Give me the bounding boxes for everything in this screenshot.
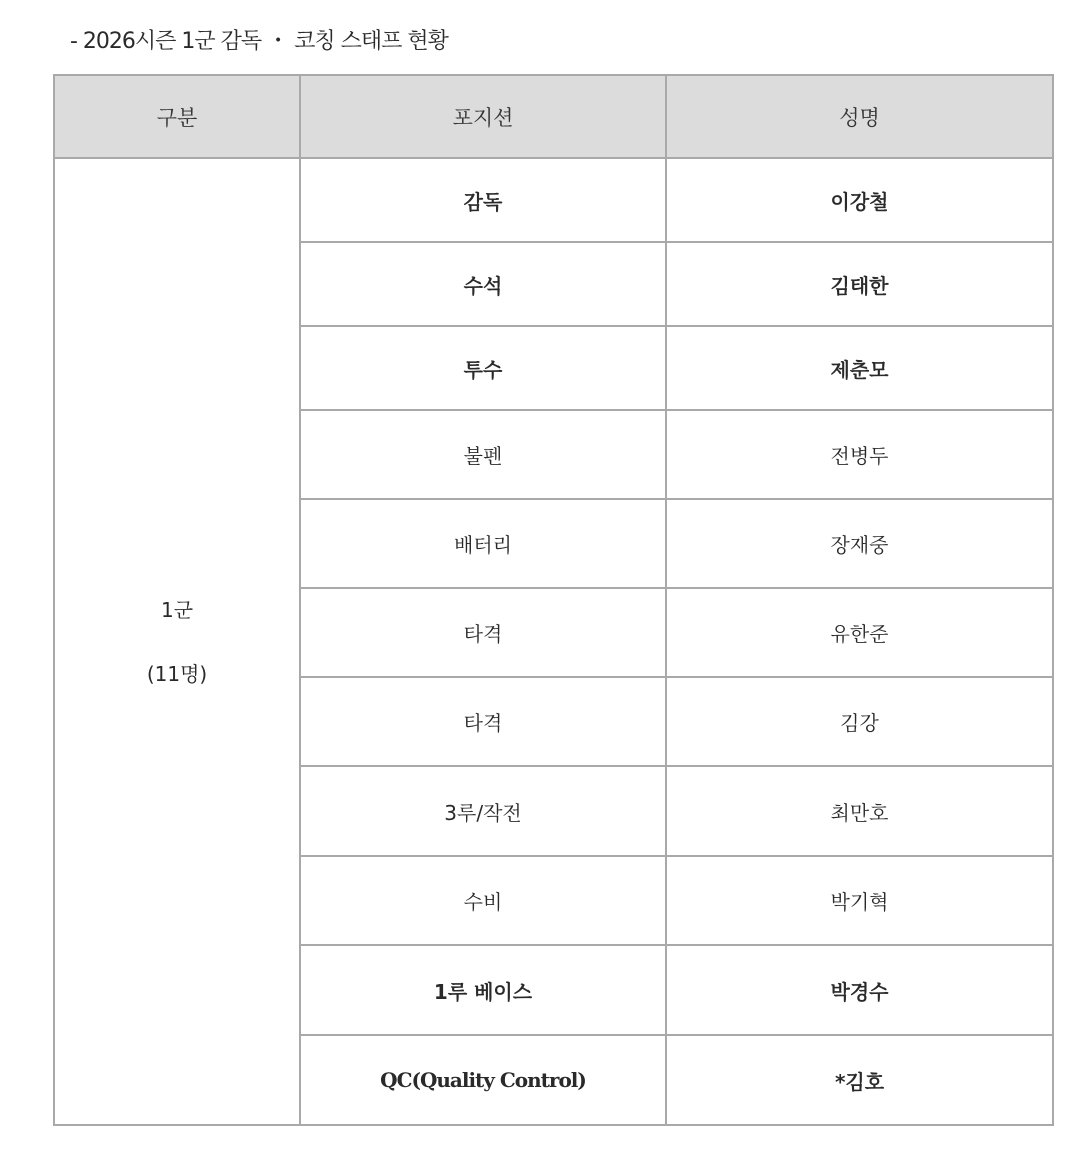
position-cell: 감독 <box>300 158 666 242</box>
name-cell: 박경수 <box>666 945 1053 1035</box>
page-title: - 2026시즌 1군 감독 ・ 코칭 스태프 현황 <box>70 29 448 54</box>
position-cell: 투수 <box>300 326 666 410</box>
header-position: 포지션 <box>300 75 666 158</box>
header-name: 성명 <box>666 75 1053 158</box>
header-category: 구분 <box>54 75 300 158</box>
group-cell <box>54 158 300 1125</box>
name-cell: 전병두 <box>666 410 1053 499</box>
name-cell: 제춘모 <box>666 326 1053 410</box>
coaching-staff-table <box>53 74 1054 1126</box>
position-cell: 수비 <box>300 856 666 945</box>
name-cell: 최만호 <box>666 766 1053 856</box>
position-cell: 1루 베이스 <box>300 945 666 1035</box>
table-row <box>54 158 1053 242</box>
group-count: (11명) <box>146 661 208 686</box>
position-cell: 불펜 <box>300 410 666 499</box>
name-cell: 김강 <box>666 677 1053 766</box>
name-cell: *김호 <box>666 1035 1053 1125</box>
name-cell: 장재중 <box>666 499 1053 588</box>
table-header-row <box>54 75 1053 158</box>
group-label: 1군 <box>160 597 194 622</box>
position-cell: 타격 <box>300 677 666 766</box>
name-cell: 이강철 <box>666 158 1053 242</box>
position-cell: 타격 <box>300 588 666 677</box>
position-cell: QC(Quality Control) <box>300 1035 666 1125</box>
name-cell: 김태한 <box>666 242 1053 326</box>
name-cell: 박기혁 <box>666 856 1053 945</box>
position-cell: 배터리 <box>300 499 666 588</box>
position-cell: 3루/작전 <box>300 766 666 856</box>
name-cell: 유한준 <box>666 588 1053 677</box>
position-cell: 수석 <box>300 242 666 326</box>
